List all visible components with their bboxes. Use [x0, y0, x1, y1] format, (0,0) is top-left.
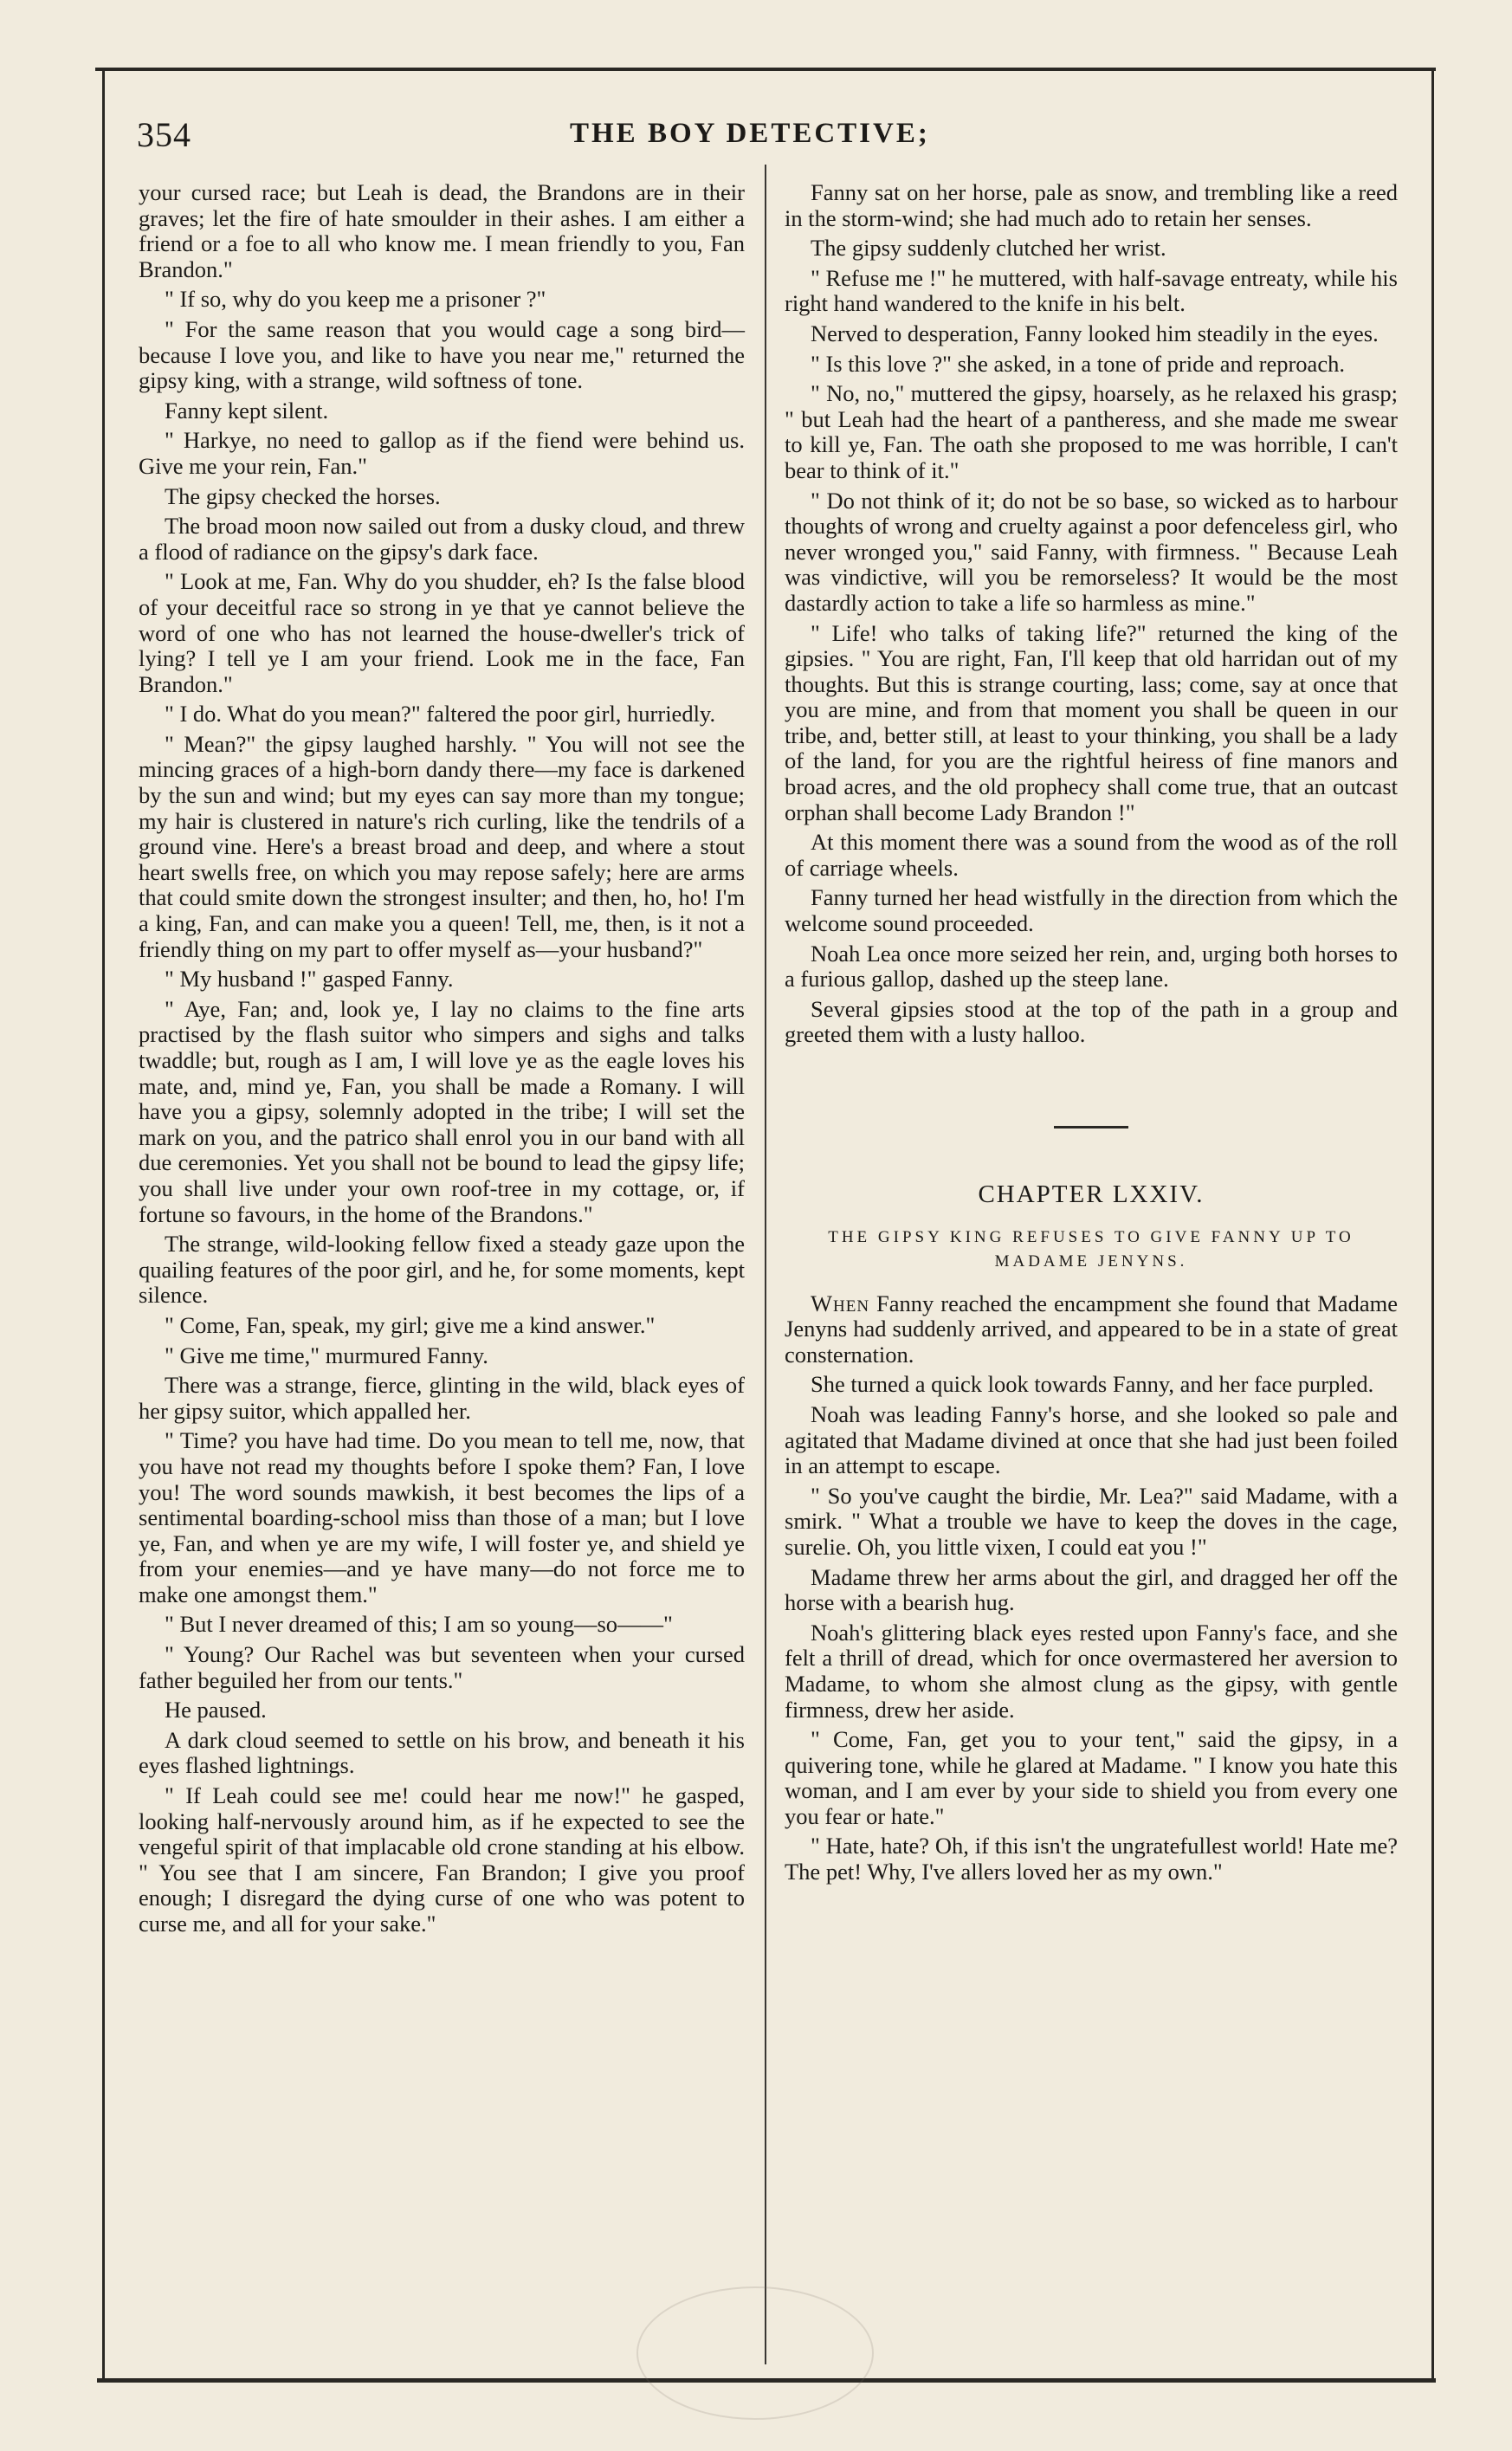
paragraph: " If Leah could see me! could hear me now!" he gasped, looking half-nervously around him, as if he expected to see the vengeful spirit of that implacable old crone standing at his elbow. " You see that I am sincere, Fan Brandon; I give you proof enough; I disregard the dying curse of one who was potent to curse me, and all for your sake." [139, 1782, 745, 1937]
left-text-column [139, 180, 745, 1942]
paragraph: " Life! who talks of taking life?" returned the king of the gipsies. " You are right, Fan, I'll keep that old harridan out of my thoughts. But this is strange courting, lass; come, say at once that you are mine, and from that moment you shall be queen in our tribe, and, better still, at least to your thinking, you shall be a lady of the land, for you are the rightful heiress of fine manors and broad acres, and the old prophecy shall come true, that an outcast orphan shall become Lady Brandon !" [785, 619, 1398, 825]
paragraph: The gipsy suddenly clutched her wrist. [811, 235, 1166, 262]
page-header [130, 111, 1412, 163]
paragraph: The broad moon now sailed out from a dusky cloud, and threw a flood of radiance on the gipsy's dark face. [139, 513, 745, 565]
paragraph: " Refuse me !" he muttered, with half-savage entreaty, while his right hand wandered to the knife in his belt. [785, 264, 1398, 317]
paragraph: " Give me time," murmured Fanny. [165, 1342, 488, 1368]
running-title: THE BOY DETECTIVE; [570, 118, 930, 149]
paragraph: " Look at me, Fan. Why do you shudder, eh? Is the false blood of your deceitful race so strong in ye that ye cannot believe the word of one who has not learned the house-dweller's trick of lying? I tell ye I am your friend. Look me in the face, Fan Brandon." [139, 568, 745, 697]
paragraph: " So you've caught the birdie, Mr. Lea?" said Madame, with a smirk. " What a trouble we have to keep the doves in the cage, surelie. Oh, you little vixen, I could eat you !" [785, 1482, 1398, 1560]
paragraph: Noah was leading Fanny's horse, and she looked so pale and agitated that Madame divined at once that she had just been foiled in an attempt to escape. [785, 1400, 1398, 1479]
paragraph: Nerved to desperation, Fanny looked him steadily in the eyes. [811, 320, 1379, 346]
paragraph: The strange, wild-looking fellow fixed a steady gaze upon the quailing features of the poor girl, and he, for some moments, kept silence. [139, 1231, 745, 1309]
paragraph: Several gipsies stood at the top of the path in a group and greeted them with a lusty halloo. [785, 995, 1398, 1048]
paragraph: Fanny kept silent. [165, 397, 329, 424]
chapter-subtitle: THE GIPSY KING REFUSES TO GIVE FANNY UP TO MADAME JENYNS. [828, 1227, 1354, 1271]
paragraph: " Come, Fan, speak, my girl; give me a kind answer." [165, 1311, 656, 1338]
paragraph: Fanny turned her head wistfully in the direction from which the welcome sound proceeded. [785, 884, 1398, 937]
column-divider [765, 165, 766, 2364]
paragraph: Noah's glittering black eyes rested upon Fanny's face, and she felt a thrill of dread, which for once overmastered her aversion to Madame, to whom she almost clung as the gipsy, with gentle firmness, drew her aside. [785, 1619, 1398, 1723]
paragraph: The gipsy checked the horses. [165, 482, 441, 509]
paragraph: your cursed race; but Leah is dead, the Brandons are in their graves; let the fire of hate smoulder in their ashes. I am either a friend or a foe to all who know me. I mean friendly to you, Fan Brandon." [139, 179, 745, 282]
page-number: 354 [137, 115, 191, 154]
paragraph: A dark cloud seemed to settle on his brow, and beneath it his eyes flashed lightnings. [139, 1726, 745, 1779]
right-text-column [785, 180, 1398, 1890]
right-border-rule [1431, 69, 1434, 2380]
paragraph: " Aye, Fan; and, look ye, I lay no claims to the fine arts practised by the flash suitor who simpers and sighs and talks twaddle; but, rough as I am, I will love ye as the eagle loves his mate, and, mind ye, Fan, you shall be made a Romany. I will have you a gipsy, solemnly adopted in the tribe; I will set the mark on you, and the patrico shall enrol you in our band with all due ceremonies. Yet you shall not be bound to lead the gipsy life; you shall live under your own roof-tree in my cottage, or, if fortune so favours, in the home of the Brandons." [139, 995, 745, 1227]
chapter-first-word: When [811, 1290, 870, 1316]
left-border-rule [102, 69, 105, 2380]
chapter-heading: CHAPTER LXXIV. [978, 1180, 1205, 1208]
paragraph: Fanny sat on her horse, pale as snow, and trembling like a reed in the storm-wind; she had much ado to retain her senses. [785, 179, 1398, 231]
faded-library-stamp [636, 2286, 874, 2420]
paragraph: " I do. What do you mean?" faltered the poor girl, hurriedly. [165, 701, 716, 728]
chapter-first-text: Fanny reached the encampment she found that Madame Jenyns had suddenly arrived, and appeared to be in a state of great consternation. [785, 1290, 1398, 1368]
paragraph: At this moment there was a sound from the wood as of the roll of carriage wheels. [785, 829, 1398, 881]
paragraph: " Come, Fan, get you to your tent," said the gipsy, in a quivering tone, while he glared at Madame. " I know you hate this woman, and I am ever by your side to shield you from every one you fear or hate." [785, 1726, 1398, 1829]
paragraph: He paused. [165, 1697, 267, 1723]
section-divider-rule [1054, 1126, 1128, 1128]
top-border-rule [95, 68, 1436, 71]
paragraph: " Mean?" the gipsy laughed harshly. " You will not see the mincing graces of a high-born dandy there—my face is darkened by the sun and wind; but my eyes can say more than my tongue; my hair is clustered in nature's rich curling, like the tendrils of a ground vine. Here's a breast broad and deep, and where a stout heart swells free, on which you may repose safely; here are arms that could smite down the strongest insulter; and then, ho, ho! I'm a king, Fan, and can make you a queen! Tell, me, then, is it not a friendly thing on my part to offer myself as—your husband?" [139, 730, 745, 962]
paragraph: Madame threw her arms about the girl, and dragged her off the horse with a bearish hug. [785, 1563, 1398, 1616]
paragraph: " If so, why do you keep me a prisoner ?" [165, 286, 546, 313]
paragraph: " My husband !" gasped Fanny. [165, 966, 454, 993]
paragraph: " Is this love ?" she asked, in a tone of pride and reproach. [811, 350, 1345, 377]
chapter-opening-paragraph [785, 1291, 1398, 1368]
paragraph: " Harkye, no need to gallop as if the fiend were behind us. Give me your rein, Fan." [139, 427, 745, 479]
paragraph: " Do not think of it; do not be so base, so wicked as to harbour thoughts of wrong and cruelty against a poor defenceless girl, who never wronged you," said Fanny, with firmness. " Because Leah was vindictive, will you be remorseless? It would be the most dastardly action to take a life so harmless as mine." [785, 487, 1398, 616]
paragraph: " Time? you have had time. Do you mean to tell me, now, that you have not read my thoughts before I spoke them? Fan, I love you! The word sounds mawkish, it best becomes the lips of a sentimental boarding-school miss than those of a man; but I love ye, Fan, and when ye are my wife, I will foster ye, and shield ye from your enemies—and ye have many—do not force me to make one amongst them." [139, 1427, 745, 1607]
paragraph: " But I never dreamed of this; I am so young—so——" [165, 1611, 673, 1638]
paragraph: " Young? Our Rachel was but seventeen when your cursed father beguiled her from our tents." [139, 1641, 745, 1693]
paragraph: " No, no," muttered the gipsy, hoarsely, as he relaxed his grasp; " but Leah had the heart of a pantheress, and she made me swear to kill ye, Fan. The oath she proposed to me was horrible, I can't bear to think of it." [785, 380, 1398, 483]
paragraph: " For the same reason that you would cage a song bird—because I love you, and like to have you near me," returned the gipsy king, with a strange, wild softness of tone. [139, 315, 745, 394]
paragraph: She turned a quick look towards Fanny, and her face purpled. [811, 1371, 1374, 1398]
paragraph: " Hate, hate? Oh, if this isn't the ungratefullest world! Hate me? The pet! Why, I've allers loved her as my own." [785, 1833, 1398, 1885]
paragraph: Noah Lea once more seized her rein, and, urging both horses to a furious gallop, dashed up the steep lane. [785, 940, 1398, 993]
paragraph: There was a strange, fierce, glinting in the wild, black eyes of her gipsy suitor, which appalled her. [139, 1372, 745, 1424]
